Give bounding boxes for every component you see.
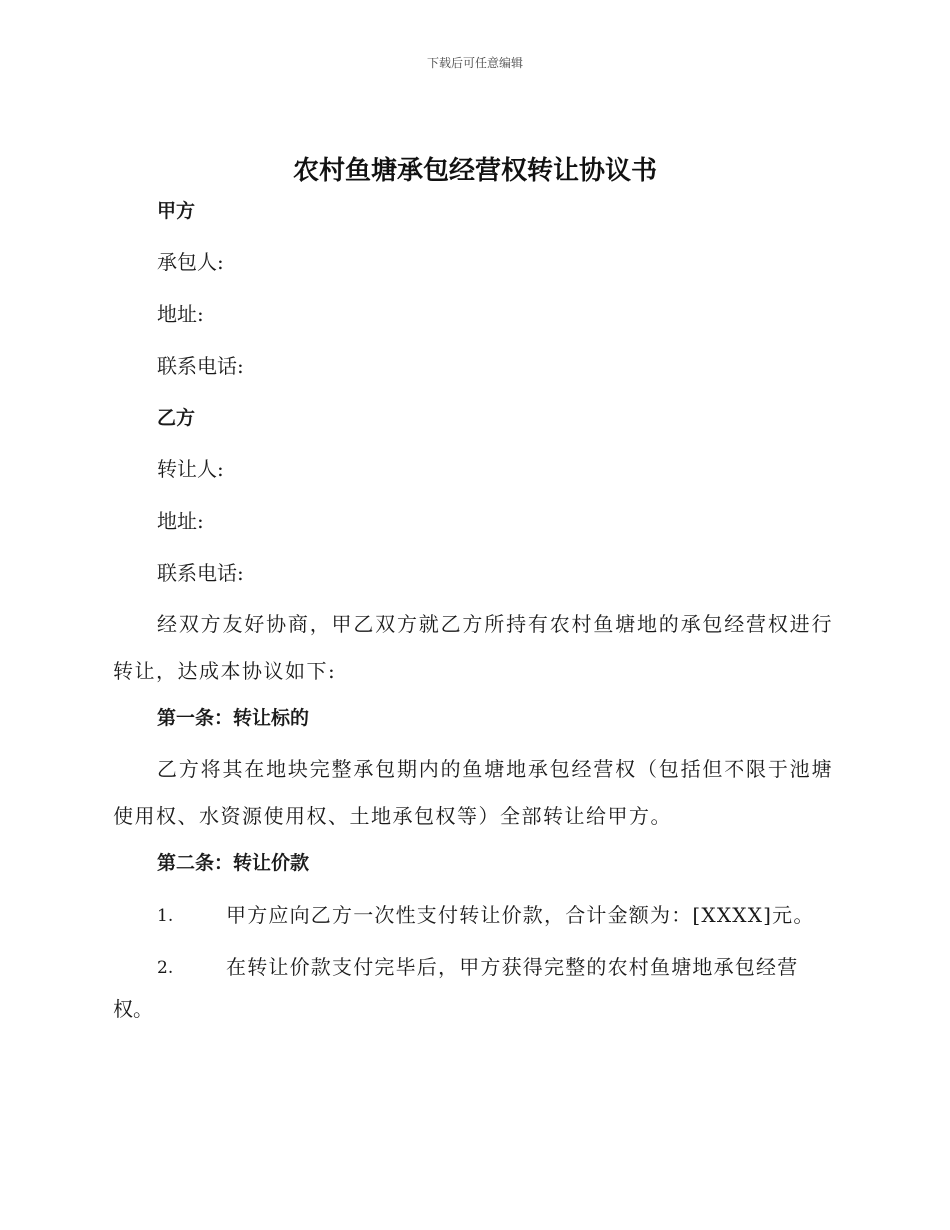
list-item-wrap-text: 权。	[113, 997, 153, 1021]
list-item-text: 甲方应向乙方一次性支付转让价款，合计金额为：[XXXX]元。	[226, 903, 815, 927]
article-2-heading: 第二条：转让价款	[157, 852, 310, 874]
page-header: 下载后可任意编辑	[426, 56, 523, 70]
list-item-number: 2.	[157, 958, 174, 978]
party-b-address-label: 地址:	[157, 509, 204, 533]
party-a-heading: 甲方	[157, 200, 196, 222]
article-1-heading: 第一条：转让标的	[157, 707, 310, 729]
list-item-text: 在转让价款支付完毕后，甲方获得完整的农村鱼塘地承包经营	[226, 955, 799, 979]
document-title: 农村鱼塘承包经营权转让协议书	[292, 156, 657, 186]
party-a-phone-label: 联系电话:	[157, 354, 244, 378]
party-b-transferor-label: 转让人:	[157, 457, 224, 481]
intro-paragraph: 经双方友好协商，甲乙双方就乙方所持有农村鱼塘地的承包经营权进行转让，达成本协议如下:	[113, 612, 833, 683]
party-a-contractor-label: 承包人:	[157, 250, 224, 274]
article-1-body: 乙方将其在地块完整承包期内的鱼塘地承包经营权（包括但不限于池塘使用权、水资源使用权、土地承包权等）全部转让给甲方。	[113, 757, 833, 828]
party-b-phone-label: 联系电话:	[157, 561, 244, 585]
party-a-address-label: 地址:	[157, 302, 204, 326]
party-b-heading: 乙方	[157, 407, 196, 429]
list-item-number: 1.	[157, 906, 174, 926]
